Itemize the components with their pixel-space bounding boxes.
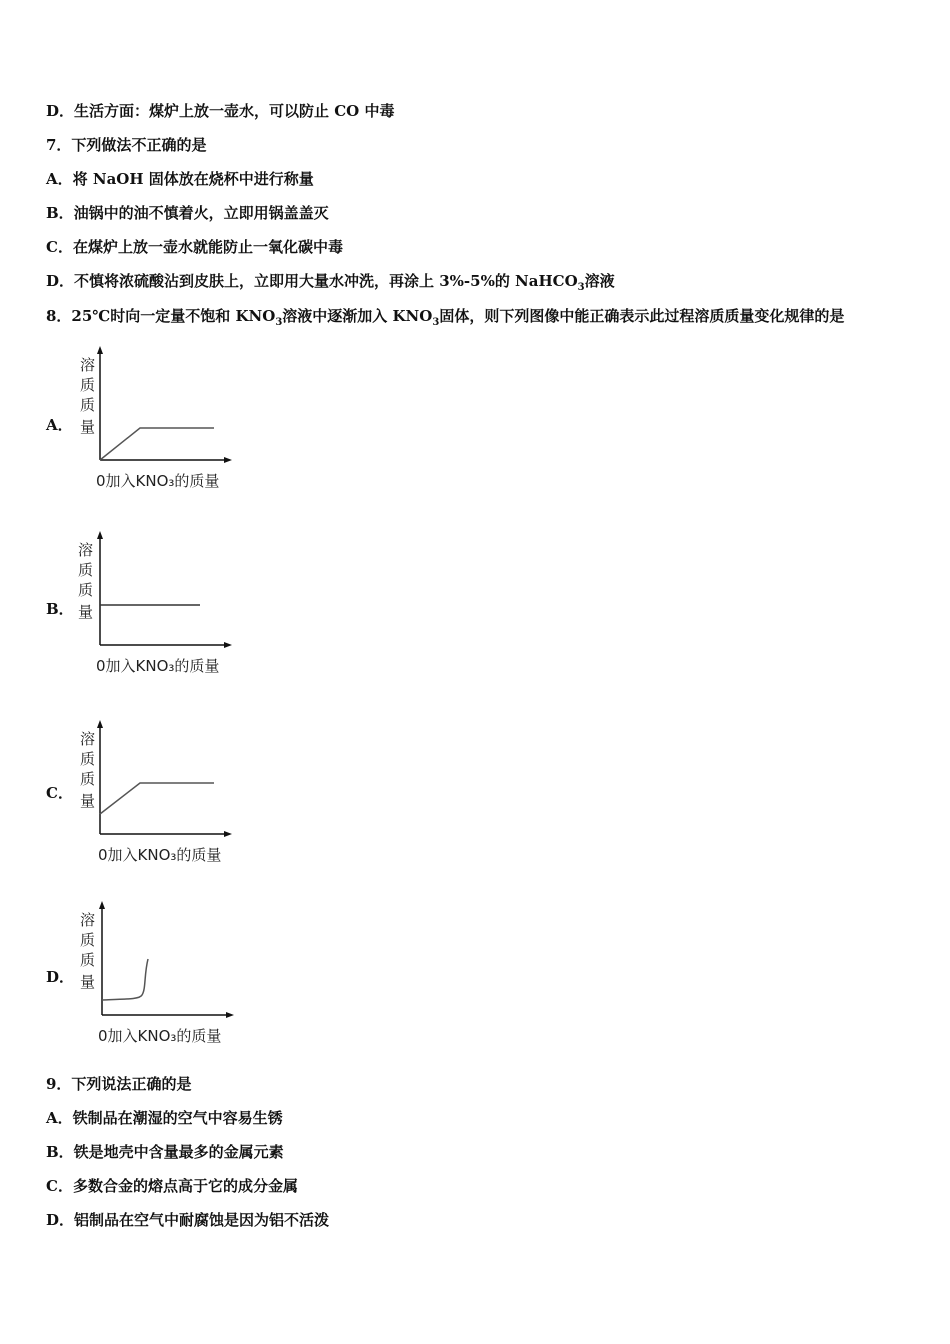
x-axis-label: 0加入KNO₃的质量 — [96, 657, 220, 675]
q9-option-a: A．铁制品在潮湿的空气中容易生锈 — [46, 1109, 283, 1127]
q8-graph-c — [70, 714, 250, 869]
q8-graph-b — [70, 525, 250, 680]
y-axis-char: 量 — [80, 973, 96, 991]
y-axis-char: 质 — [80, 396, 96, 414]
y-axis-arrow — [97, 720, 103, 728]
y-axis-char: 质 — [80, 931, 96, 949]
x-axis-arrow — [224, 831, 232, 837]
y-axis-char: 质 — [78, 561, 94, 579]
y-axis-char: 质 — [80, 770, 96, 788]
y-axis-char: 质 — [80, 750, 96, 768]
y-axis-char: 溶 — [80, 911, 96, 929]
q8-graph-a — [70, 340, 250, 495]
x-axis-label: 0加入KNO₃的质量 — [98, 1027, 222, 1045]
q7-option-c: C．在煤炉上放一壶水就能防止一氧化碳中毒 — [46, 238, 343, 256]
q8-option-a-label: A． — [46, 416, 73, 434]
q7-stem: 7．下列做法不正确的是 — [46, 136, 207, 154]
q8-graph-d — [70, 895, 250, 1050]
q8-option-d-label: D． — [46, 968, 75, 986]
q9-option-b: B．铁是地壳中含量最多的金属元素 — [46, 1143, 284, 1161]
y-axis-char: 溶 — [80, 356, 96, 374]
x-axis-arrow — [224, 642, 232, 648]
y-axis-char: 溶 — [78, 541, 94, 559]
q7-option-b: B．油锅中的油不慎着火，立即用锅盖盖灭 — [46, 204, 329, 222]
q8-option-c-label: C． — [46, 784, 73, 802]
q9-stem: 9．下列说法正确的是 — [46, 1075, 192, 1093]
y-axis-char: 溶 — [80, 730, 96, 748]
y-axis-arrow — [97, 346, 103, 354]
x-axis-arrow — [224, 457, 232, 463]
q8-option-b-label: B． — [46, 600, 74, 618]
y-axis-char: 量 — [80, 418, 96, 436]
q9-option-c: C．多数合金的熔点高于它的成分金属 — [46, 1177, 298, 1195]
y-axis-arrow — [99, 901, 105, 909]
y-axis-char: 量 — [80, 792, 96, 810]
x-axis-arrow — [226, 1012, 234, 1018]
y-axis-arrow — [97, 531, 103, 539]
q6-option-d: D．生活方面：煤炉上放一壶水，可以防止 CO 中毒 — [46, 102, 395, 120]
q7-option-d: D．不慎将浓硫酸沾到皮肤上，立即用大量水冲洗，再涂上 3%-5%的 NaHCO$_3$溶液 — [46, 272, 615, 293]
y-axis-char: 质 — [80, 951, 96, 969]
y-axis-char: 量 — [78, 603, 94, 621]
x-axis-label: 0加入KNO₃的质量 — [98, 846, 222, 864]
y-axis-char: 质 — [80, 376, 96, 394]
y-axis-char: 质 — [78, 581, 94, 599]
q7-option-a: A．将 NaOH 固体放在烧杯中进行称量 — [46, 170, 314, 188]
q8-stem: 8．25℃时向一定量不饱和 $KNO_3$溶液中逐渐加入 $KNO_3$固体，则下列图像中能正确表示此过程溶质质量变化规律的是 — [46, 307, 845, 328]
curve-c — [100, 783, 214, 814]
curve-a — [100, 428, 214, 460]
q9-option-d: D．铝制品在空气中耐腐蚀是因为铝不活泼 — [46, 1211, 330, 1229]
curve-d — [102, 959, 148, 1000]
x-axis-label: 0加入KNO₃的质量 — [96, 472, 220, 490]
